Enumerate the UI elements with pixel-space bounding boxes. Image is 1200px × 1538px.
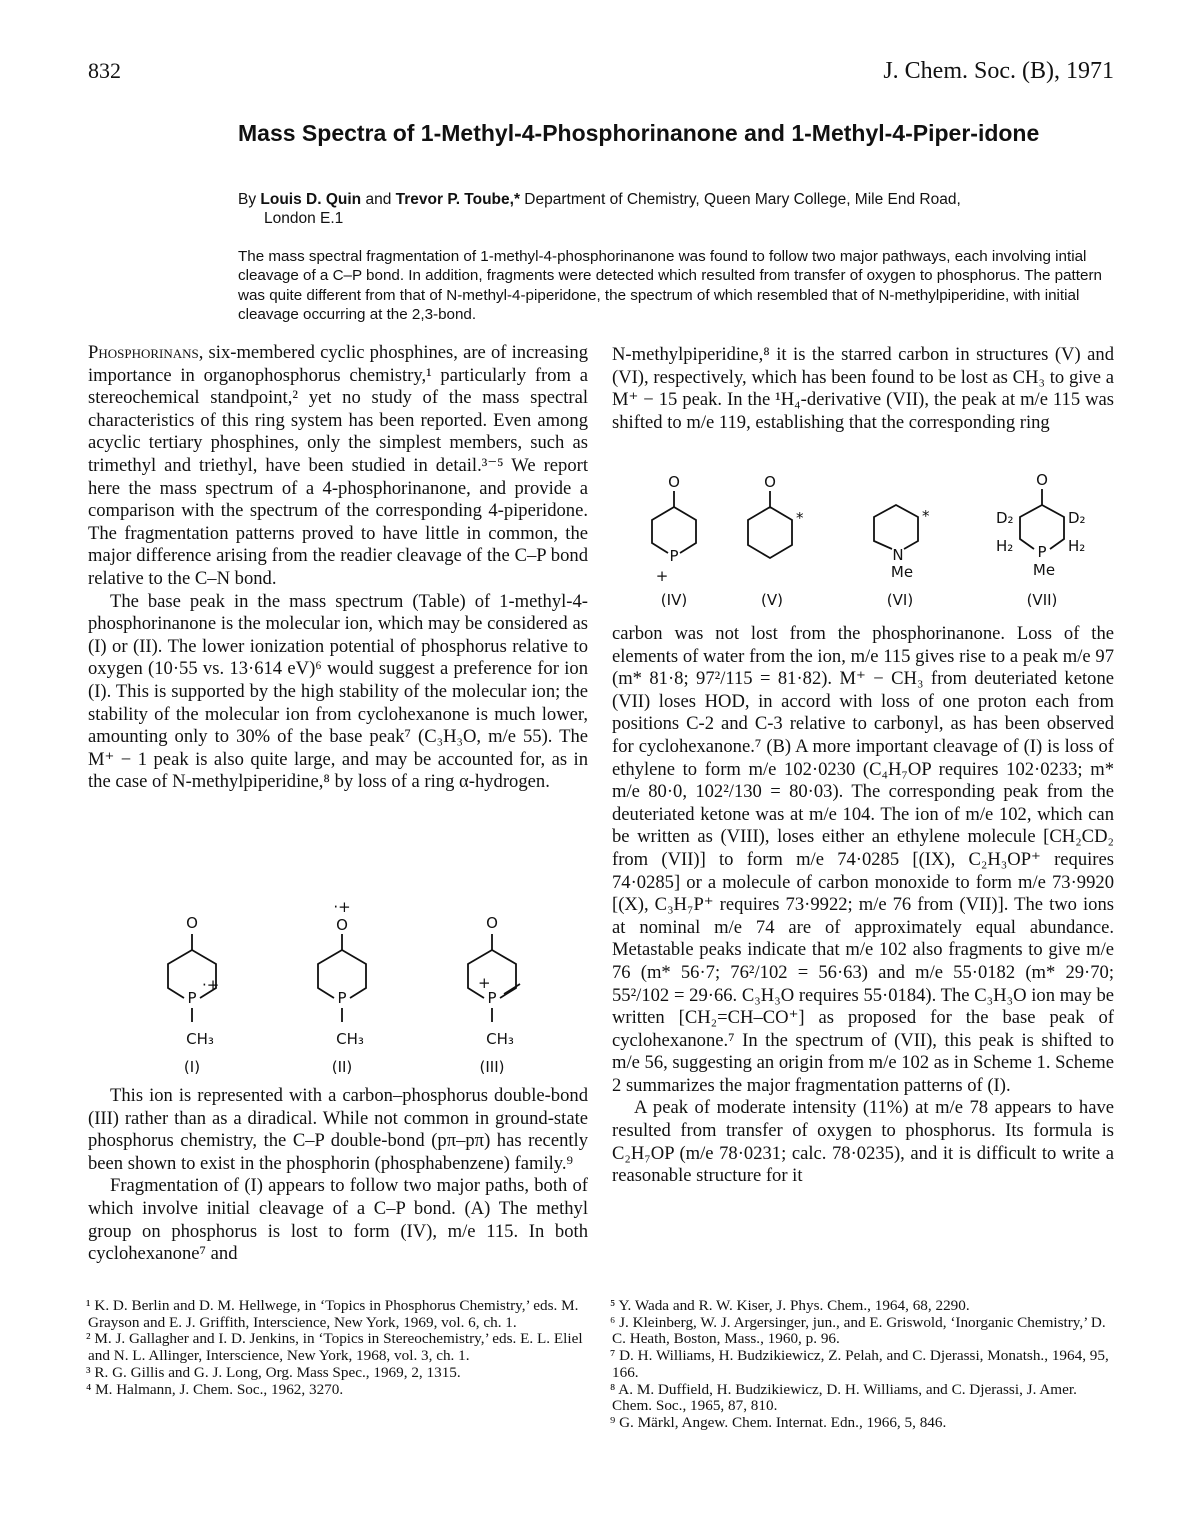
- radical-cation-mark: ·+: [333, 900, 351, 916]
- cation-mark: +: [655, 567, 669, 585]
- compound-label-vii: (VII): [1026, 591, 1058, 609]
- structure-i: [168, 914, 219, 1076]
- methyl-label: CH₃: [486, 1030, 514, 1048]
- methyl-label: Me: [1032, 561, 1056, 579]
- paragraph-double-bond: This ion is represented with a carbon–phosphorus double-bond (III) rather than as a diradical. While not common in ground-state phosphorus chemistry, the C–P double-bond (pπ–pπ) has recently been shown to exist in the phosphorin (phosphabenzene) family.⁹: [88, 1085, 588, 1174]
- footnote-3: ³ R. G. Gillis and G. J. Long, Org. Mass Spec., 1969, 2, 1315.: [86, 1363, 461, 1381]
- compound-label-iii: (III): [479, 1058, 505, 1076]
- lead-word: Phosphorinans: [88, 342, 199, 363]
- methyl-label: Me: [890, 563, 914, 581]
- oxygen-label: O: [764, 473, 776, 491]
- phosphorus-label: P: [187, 989, 197, 1007]
- page-number: 832: [88, 58, 121, 83]
- structure-v: [748, 473, 804, 609]
- phosphorus-label: P: [487, 989, 497, 1007]
- phosphorus-label: P: [337, 989, 347, 1007]
- structure-vi: [874, 505, 930, 609]
- hydrogen-label-left: H₂: [996, 537, 1014, 555]
- left-column-lower-text: [88, 1085, 588, 1266]
- intro-text: , six-membered cyclic phosphines, are of increasing importance in organophosphorus chemistry,¹ particularly from a stereochemical standpoint,² yet no study of the mass spectral characteristics of this ring system has been reported. Even among acyclic tertiary phosphines, only the simplest members, such as trimethyl and triethyl, have been studied in detail.³⁻⁵ We report here the mass spectrum of a 4-phosphorinanone, and provide a comparison with the spectrum of the corresponding 4-piperidone. The fragmentation patterns proved to have little in common, the major difference arising from the readier cleavage of the C–P bond relative to the C–N bond.: [88, 342, 588, 589]
- structures-i-ii-iii: [130, 900, 570, 1080]
- structure-vii: [996, 471, 1086, 609]
- abstract: The mass spectral fragmentation of 1-methyl-4-phosphorinanone was found to follow two major pathways, each involving intial cleavage of a C–P bond. In addition, fragments were detected which resulted from transfer of oxygen to phosphorus. The pattern was quite different from that of N-methyl-4-piperidone, the spectrum of which resembled that of N-methylpiperidine, with initial cleavage occurring at the 2,3-bond.: [238, 248, 1102, 323]
- deuterium-label-right: D₂: [1068, 509, 1086, 527]
- oxygen-label: O: [186, 914, 198, 932]
- affiliation-city: London E.1: [264, 210, 344, 227]
- footnote-1: ¹ K. D. Berlin and D. M. Hellwege, in ‘Topics in Phosphorus Chemistry,’ eds. M. Grayson and E. J. Griffith, Interscience, New York, 1969, vol. 6, ch. 1.: [86, 1297, 579, 1331]
- footnote-4: ⁴ M. Halmann, J. Chem. Soc., 1962, 3270.: [86, 1380, 344, 1398]
- star-mark: *: [796, 509, 804, 527]
- by-word: By: [238, 191, 257, 208]
- footnotes-right: [612, 1298, 1114, 1432]
- star-mark: *: [922, 507, 930, 525]
- radical-cation-mark: ·+: [202, 976, 220, 994]
- structures-iv-vii: [612, 465, 1114, 615]
- paragraph-intro: [88, 342, 588, 591]
- structure-ii: [318, 900, 366, 1076]
- compound-label-ii: (II): [331, 1058, 353, 1076]
- paragraph-base-peak: The base peak in the mass spectrum (Table) of 1-methyl-4-phosphorinanone is the molecular ion, which may be considered as (I) or (II). The lower ionization potential of phosphorus relative to oxygen (10·55 vs. 13·614 eV)⁶ would suggest a preference for ion (I). This is supported by the high stability of the molecular ion; the stability of the molecular ion from cyclohexanone is much lower, amounting only to 30% of the base peak⁷ (C₃H₃O, m/e 55). The M⁺ − 1 peak is also quite large, and may be accounted for, as in the case of N-methylpiperidine,⁸ by loss of a ring α-hydrogen.: [88, 590, 588, 793]
- article-title: Mass Spectra of 1-Methyl-4-Phosphorinanone and 1-Methyl-4-Piper-idone: [238, 120, 1040, 146]
- journal-header: J. Chem. Soc. (B), 1971: [883, 58, 1114, 84]
- oxygen-label: O: [1036, 471, 1048, 489]
- oxygen-label: O: [668, 473, 680, 491]
- footnote-2: ² M. J. Gallagher and I. D. Jenkins, in ‘Topics in Stereochemistry,’ eds. E. L. Eliel and N. L. Allinger, Interscience, New York, 1968, vol. 3, ch. 1.: [86, 1330, 583, 1365]
- hydrogen-label-right: H₂: [1068, 537, 1086, 555]
- paragraph-fragmentation: Fragmentation of (I) appears to follow two major paths, both of which involve initial cleavage of a C–P bond. (A) The methyl group on phosphorus is lost to form (IV), m/e 115. In both cyclohexanone⁷ and: [88, 1175, 588, 1265]
- nitrogen-label: N: [892, 546, 904, 564]
- phosphorus-label: P: [1037, 543, 1047, 561]
- structure-iv: [652, 473, 696, 609]
- methyl-label: CH₃: [336, 1030, 364, 1048]
- author-quin: Louis D. Quin: [260, 191, 362, 208]
- structure-iii: [468, 914, 520, 1076]
- footnote-5: ⁵ Y. Wada and R. W. Kiser, J. Phys. Chem., 1964, 68, 2290.: [610, 1297, 970, 1314]
- compound-label-vi: (VI): [886, 591, 914, 609]
- compound-label-iv: (IV): [660, 591, 688, 609]
- oxygen-label: O: [336, 916, 348, 934]
- affiliation: Department of Chemistry, Queen Mary College, Mile End Road,: [524, 191, 961, 208]
- footnote-6: ⁶ J. Kleinberg, W. J. Argersinger, jun., and E. Griswold, ‘Inorganic Chemistry,’ D. C. Heath, Boston, Mass., 1960, p. 96.: [610, 1313, 1106, 1348]
- oxygen-label: O: [486, 914, 498, 932]
- right-column-lower-text: [612, 623, 1114, 1188]
- author-toube: Trevor P. Toube,*: [395, 191, 520, 208]
- methyl-label: CH₃: [186, 1030, 214, 1048]
- left-column-text: [88, 342, 588, 794]
- deuterium-label-left: D₂: [996, 509, 1014, 527]
- footnote-8: ⁸ A. M. Duffield, H. Budzikiewicz, D. H. Williams, and C. Djerassi, J. Amer. Chem. Soc., 1965, 87, 810.: [610, 1380, 1077, 1415]
- footnotes-left: [88, 1298, 590, 1398]
- paragraph-piperidine: N-methylpiperidine,⁸ it is the starred carbon in structures (V) and (VI), respectively, which has been found to be lost as CH₃ to give a M⁺ − 15 peak. In the ¹H₄-derivative (VII), the peak at m/e 115 was shifted to m/e 119, establishing that the corresponding ring: [612, 344, 1114, 433]
- and-word: and: [365, 191, 392, 208]
- paragraph-loss-of-water: carbon was not lost from the phosphorinanone. Loss of the elements of water from the ion, m/e 115 gives rise to a peak m/e 97 (m* 81·8; 97²/115 = 81·82). M⁺ − CH₃ from deuteriated ketone (VII) loses HOD, in accord with loss of one proton each from positions C-2 and C-3 relative to carbonyl, as has been observed for cyclohexanone.⁷ (B) A more important cleavage of (I) is loss of ethylene to form m/e 102·0230 (C₄H₇OP requires 102·0233; m* m/e 80·0, 102²/130 = 80·03). The corresponding peak from the deuteriated ketone was at m/e 104. The ion of m/e 102, which can be written as (VIII), loses either an ethylene molecule [CH₂CD₂ from (VII)] to form m/e 74·0285 [(IX), C₂H₃OP⁺ requires 74·0285] or a molecule of carbon monoxide to form m/e 73·9920 [(X), C₃H₇P⁺ requires 73·9922; m/e 76 from (VII)]. The two ions at nominal m/e 74 are of approximately equal abundance. Metastable peaks indicate that m/e 102 also fragments to give m/e 76 (m* 56·7; 76²/102 = 56·63) and m/e 55·0182 (m* 29·70; 55²/102 = 29·66. C₃H₃O requires 55·0184). The C₃H₃O ion may be written [CH₂=CH–CO⁺] as proposed for the base peak of cyclohexanone.⁷ In the spectrum of (VII), this peak is shifted to m/e 56, suggesting an origin from m/e 102 as in Scheme 1. Scheme 2 summarizes the major fragmentation patterns of (I).: [612, 623, 1114, 1096]
- phosphorus-label: P: [669, 547, 679, 565]
- footnote-9: ⁹ G. Märkl, Angew. Chem. Internat. Edn., 1966, 5, 846.: [610, 1413, 947, 1431]
- paragraph-oxygen-transfer: A peak of moderate intensity (11%) at m/e 78 appears to have resulted from transfer of oxygen to phosphorus. Its formula is C₂H₇OP (m/e 78·0231; calc. 78·0235), and it is difficult to write a reasonable structure for it: [612, 1097, 1114, 1187]
- author-line: [238, 190, 1118, 228]
- cation-mark: +: [478, 974, 491, 992]
- footnote-7: ⁷ D. H. Williams, H. Budzikiewicz, Z. Pelah, and C. Djerassi, Monatsh., 1964, 95, 166.: [610, 1347, 1109, 1381]
- compound-label-i: (I): [183, 1058, 201, 1076]
- right-column-text: [612, 344, 1114, 434]
- compound-label-v: (V): [761, 591, 783, 609]
